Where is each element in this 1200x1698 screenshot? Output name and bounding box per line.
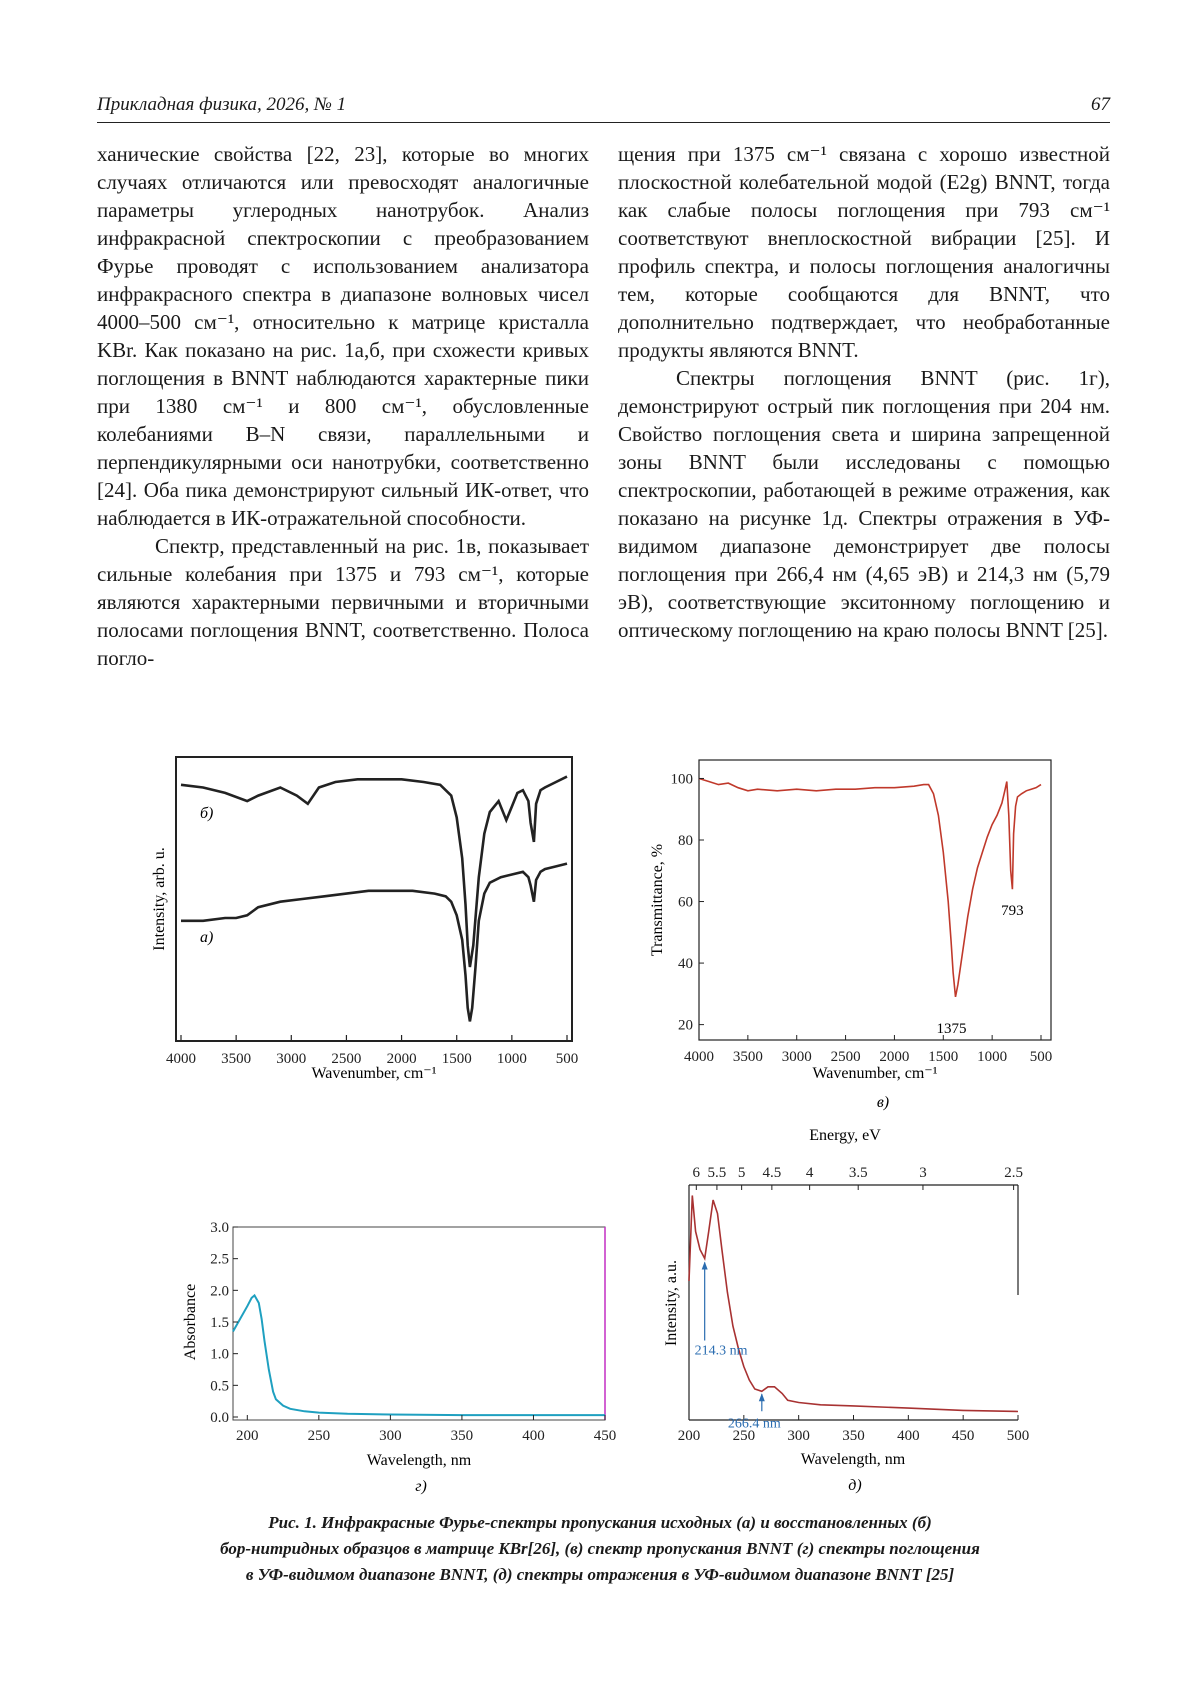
x-axis-label: Wavelength, nm	[366, 1452, 472, 1469]
top-tick-label: 4	[805, 1165, 814, 1181]
panel-ab	[151, 757, 578, 1082]
x-tick-label: 350	[842, 1428, 865, 1444]
paragraph: Спектры поглощения BNNT (рис. 1г), демонстрируют острый пик поглощения при 204 нм. Свойство поглощения света и ширина запрещенной зоны BNNT были исследованы с помощью спектроскопии, работающей в режиме отражения, как показано на рисунке 1д. Спектры отражения в УФ-видимом диапазоне демонстрирует две полосы поглощения при 266,4 нм (4,65 эВ) и 214,3 нм (5,79 эВ), соответствующие экситонному поглощению и оптическому поглощению на краю полосы BNNT [25].	[618, 366, 1110, 642]
paragraph: Спектр, представленный на рис. 1в, показывает сильные колебания при 1375 и 793 см⁻¹, которые являются характерными первичными и вторичными полосами поглощения BNNT, соответственно. Полоса погло-	[97, 534, 589, 670]
x-tick-label: 2500	[830, 1049, 861, 1065]
top-axis-label: Energy, eV	[809, 1127, 881, 1144]
x-tick-label: 200	[236, 1428, 259, 1444]
x-tick-label: 250	[732, 1428, 756, 1444]
x-tick-label: 3500	[221, 1051, 252, 1067]
y-tick-label: 60	[678, 894, 693, 911]
panel-v	[649, 760, 1052, 1111]
panel-label: г)	[415, 1478, 427, 1495]
x-tick-label: 250	[307, 1428, 331, 1444]
plot-frame	[176, 757, 572, 1041]
arrow-head-214	[702, 1262, 708, 1270]
journal-title: Прикладная физика, 2026, № 1	[97, 94, 347, 115]
panel-g	[182, 1220, 616, 1495]
x-tick-label: 1000	[977, 1049, 1008, 1065]
x-tick-label: 2000	[386, 1051, 417, 1067]
x-tick-label: 400	[522, 1428, 545, 1444]
y-tick-label: 3.0	[210, 1220, 229, 1236]
y-tick-label: 1.0	[210, 1346, 229, 1363]
caption-line: бор-нитридных образцов в матрице KBr[26], (в) спектр пропускания BNNT (г) спектры поглощения	[220, 1539, 980, 1558]
x-tick-label: 400	[897, 1428, 920, 1444]
y-tick-label: 1.5	[210, 1315, 229, 1331]
top-tick-label: 5.5	[707, 1165, 727, 1181]
reflectance-line	[689, 1196, 1018, 1412]
y-axis-label: Absorbance	[182, 1283, 199, 1361]
x-axis-label: Wavenumber, cm⁻¹	[812, 1065, 938, 1082]
x-tick-label: 2000	[879, 1049, 910, 1065]
x-tick-label: 500	[1006, 1428, 1030, 1444]
panel-label: д)	[848, 1477, 862, 1494]
y-tick-label: 2.0	[210, 1283, 229, 1300]
x-tick-label: 500	[1029, 1049, 1053, 1065]
x-tick-label: 2500	[331, 1051, 362, 1067]
x-tick-label: 4000	[166, 1051, 196, 1067]
plot-frame	[699, 760, 1051, 1040]
x-axis-label: Wavelength, nm	[800, 1451, 906, 1468]
x-axis-label: Wavenumber, cm⁻¹	[311, 1065, 437, 1082]
annotation-214: 214.3 nm	[694, 1343, 748, 1359]
plot-frame	[233, 1227, 605, 1420]
y-tick-label: 2.5	[210, 1251, 229, 1268]
x-tick-label: 350	[450, 1428, 474, 1444]
top-tick-label: 3.5	[848, 1165, 868, 1181]
x-tick-label: 450	[951, 1428, 975, 1444]
figure-caption	[120, 1510, 1080, 1588]
y-tick-label: 40	[678, 956, 693, 973]
annotation-266: 266.4 nm	[727, 1416, 781, 1432]
x-tick-label: 3000	[781, 1049, 812, 1065]
y-axis-label: Transmittance, %	[649, 843, 666, 957]
paragraph: щения при 1375 см⁻¹ связана с хорошо известной плоскостной колебательной модой (E2g) BNNT, тогда как слабые полосы поглощения при 793 см⁻¹ соответствуют внеплоскостной вибрации [25]. И профиль спектра, и полосы поглощения аналогичны тем, которые сообщаются для BNNT, что дополнительно подтверждает, что необработанные продукты являются BNNT.	[618, 142, 1110, 362]
top-tick-label: 3	[919, 1165, 927, 1181]
x-tick-label: 300	[787, 1428, 810, 1444]
y-tick-label: 100	[670, 771, 693, 788]
transmittance-line	[699, 779, 1041, 997]
paragraph: ханические свойства [22, 23], которые во многих случаях отличаются или превосходят аналогичные параметры углеродных нанотрубок. Анализ инфракрасной спектроскопии с преобразованием Фурье проводят с использованием анализатора инфракрасного спектра в диапазоне волновых чисел 4000–500 см⁻¹, относительно к матрице кристалла KBr. Как показано на рис. 1а,б, при схожести кривых поглощения в BNNT наблюдаются характерные пики при 1380 см⁻¹ и 800 см⁻¹, обусловленные колебаниями B–N связи, параллельными и перпендикулярными оси нанотрубки, соответственно [24]. Оба пика демонстрируют сильный ИК-ответ, что наблюдается в ИК-отражательной способности.	[97, 142, 589, 530]
x-tick-label: 3000	[276, 1051, 307, 1067]
y-tick-label: 20	[678, 1017, 693, 1034]
x-tick-label: 450	[593, 1428, 617, 1444]
caption-line: в УФ-видимом диапазоне BNNT, (д) спектры отражения в УФ-видимом диапазоне BNNT [25]	[245, 1565, 955, 1584]
y-axis-label: Intensity, a.u.	[663, 1259, 680, 1347]
top-tick-label: 6	[692, 1165, 701, 1181]
x-tick-label: 300	[379, 1428, 402, 1444]
y-axis-label: Intensity, arb. u.	[151, 847, 168, 951]
arrow-head-266	[759, 1393, 765, 1401]
page-number: 67	[1091, 94, 1110, 115]
top-tick-label: 4.5	[762, 1165, 782, 1181]
series-line-b	[181, 777, 567, 967]
x-tick-label: 1500	[928, 1049, 959, 1065]
peak-label-1375: 1375	[936, 1020, 967, 1037]
series-label-b: б)	[200, 805, 214, 822]
x-tick-label: 3500	[732, 1049, 763, 1065]
x-tick-label: 200	[677, 1428, 701, 1444]
x-tick-label: 500	[555, 1051, 579, 1067]
absorbance-line	[233, 1295, 605, 1415]
panel-d	[663, 1127, 1029, 1494]
top-tick-label: 5	[737, 1165, 746, 1181]
x-tick-label: 1500	[441, 1051, 472, 1067]
series-line-a	[181, 864, 567, 1022]
top-tick-label: 2.5	[1004, 1165, 1023, 1181]
series-label-a: а)	[200, 929, 214, 946]
x-tick-label: 1000	[496, 1051, 527, 1067]
x-tick-label: 4000	[684, 1049, 714, 1065]
peak-label-793: 793	[1001, 903, 1024, 920]
caption-line: Рис. 1. Инфракрасные Фурье-спектры пропускания исходных (а) и восстановленных (б)	[268, 1513, 932, 1532]
y-tick-label: 0.0	[210, 1410, 229, 1426]
y-tick-label: 80	[678, 833, 693, 849]
y-tick-label: 0.5	[210, 1378, 229, 1395]
panel-label: в)	[876, 1094, 890, 1111]
